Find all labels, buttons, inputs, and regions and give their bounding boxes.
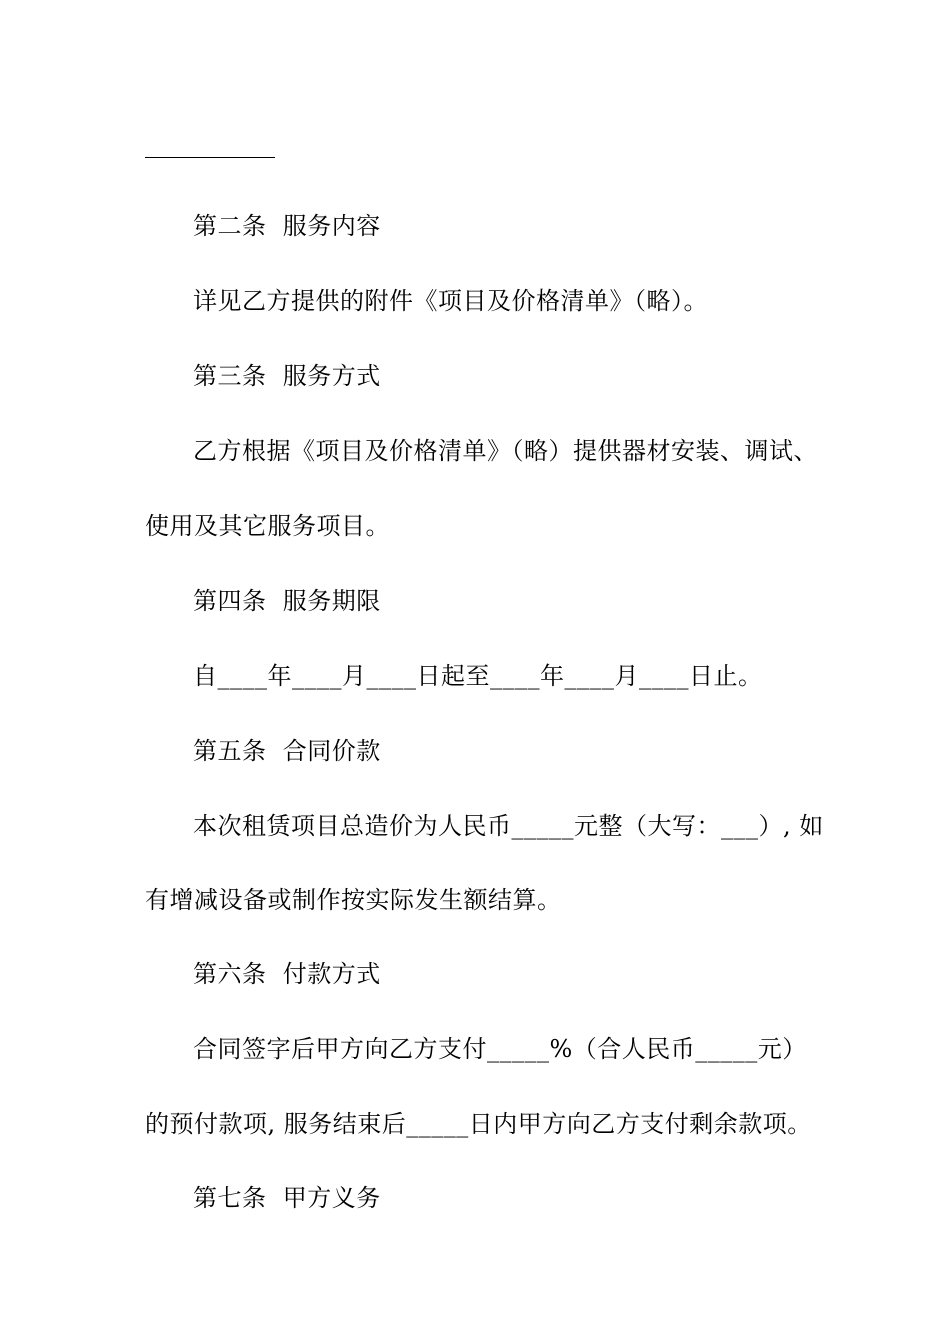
article-4-heading: 第四条 服务期限 [193,587,381,615]
article-5-paragraph-line-2: 有增减设备或制作按实际发生额结算。 [145,886,562,914]
article-7-heading: 第七条 甲方义务 [193,1184,381,1212]
article-2-paragraph: 详见乙方提供的附件《项目及价格清单》（略）。 [193,287,708,315]
article-3-heading: 第三条 服务方式 [193,362,381,390]
article-4-paragraph: 自____年____月____日起至____年____月____日止。 [193,662,763,690]
article-3-paragraph-line-2: 使用及其它服务项目。 [145,512,390,540]
top-rule-divider [145,157,275,158]
article-5-paragraph-line-1: 本次租赁项目总造价为人民币_____元整（大写：___）, 如 [193,812,824,840]
article-3-paragraph-line-1: 乙方根据《项目及价格清单》（略）提供器材安装、调试、 [193,437,818,465]
article-5-heading: 第五条 合同价款 [193,737,381,765]
article-6-paragraph-line-1: 合同签字后甲方向乙方支付_____%（合人民币_____元） [193,1035,807,1063]
article-6-paragraph-line-2: 的预付款项, 服务结束后_____日内甲方向乙方支付剩余款项。 [145,1110,812,1138]
article-2-heading: 第二条 服务内容 [193,212,381,240]
article-6-heading: 第六条 付款方式 [193,960,381,988]
